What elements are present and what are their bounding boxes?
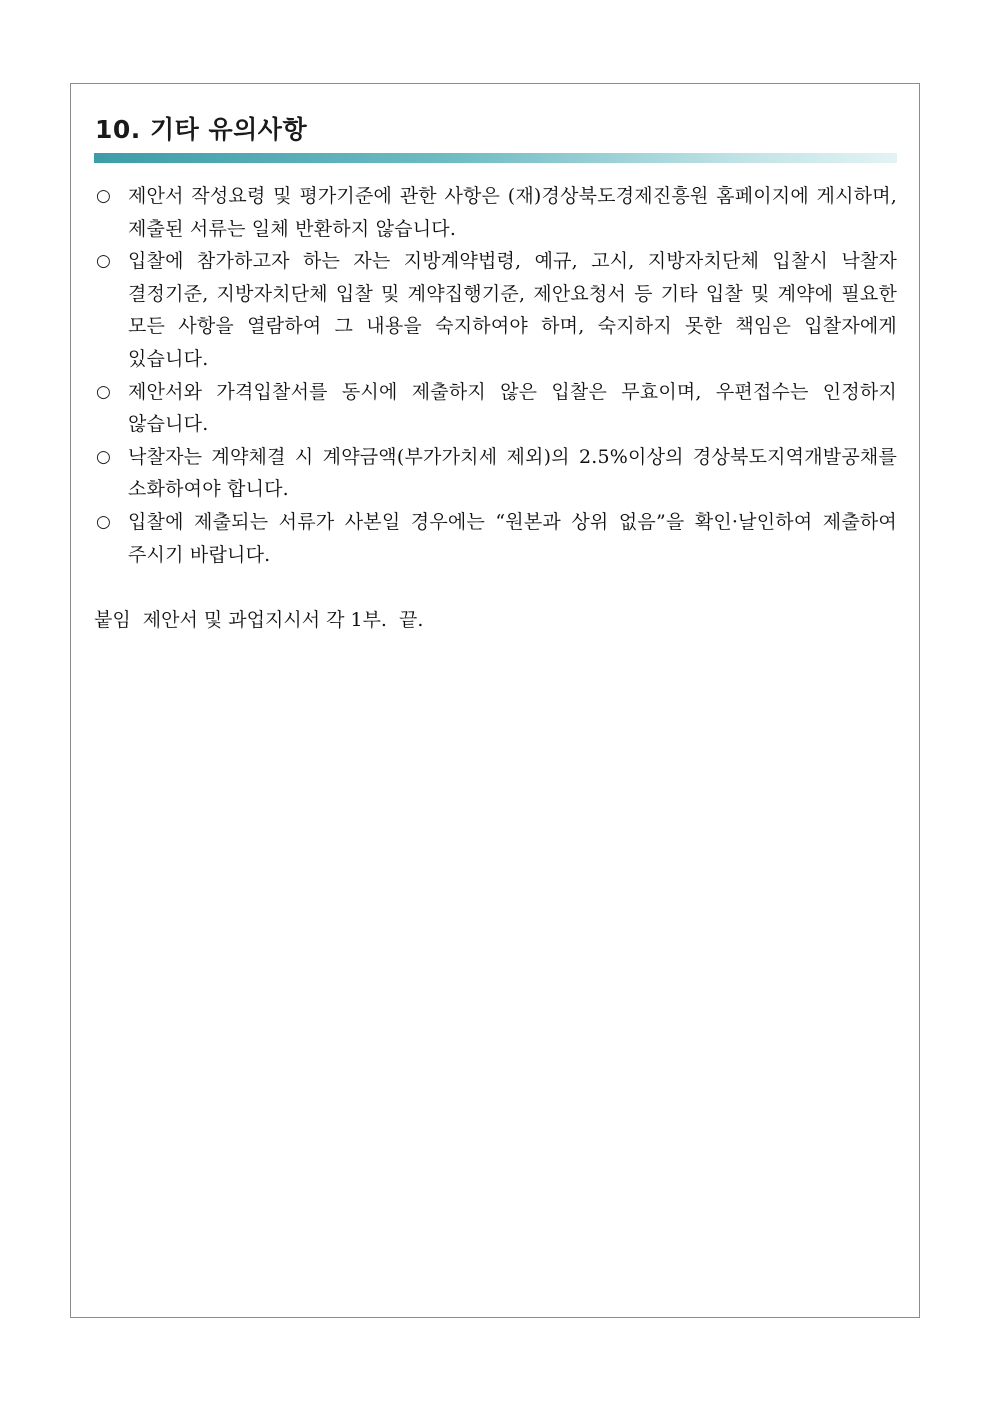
note-text: 제안서와 가격입찰서를 동시에 제출하지 않은 입찰은 무효이며, 우편접수는 인정하지 않습니다. xyxy=(128,380,897,436)
note-text: 낙찰자는 계약체결 시 계약금액(부가가치세 제외)의 2.5%이상의 경상북도지역개발공채를 소화하여야 합니다. xyxy=(128,445,897,501)
note-item xyxy=(94,376,897,441)
note-text: 입찰에 제출되는 서류가 사본일 경우에는 “원본과 상위 없음”을 확인·날인하여 제출하여 주시기 바랍니다. xyxy=(128,510,897,566)
title-underline-bar xyxy=(94,153,897,163)
section-title: 10. 기타 유의사항 xyxy=(95,115,308,144)
note-item xyxy=(94,180,897,245)
note-text: 제안서 작성요령 및 평가기준에 관한 사항은 (재)경상북도경제진흥원 홈페이지에 게시하며, 제출된 서류는 일체 반환하지 않습니다. xyxy=(128,185,897,240)
circle-bullet-icon: ○ xyxy=(96,511,112,532)
circle-bullet-icon: ○ xyxy=(96,186,112,206)
note-item xyxy=(94,506,897,571)
note-item xyxy=(94,245,897,375)
circle-bullet-icon: ○ xyxy=(96,446,112,467)
note-item xyxy=(94,441,897,506)
note-text: 입찰에 참가하고자 하는 자는 지방계약법령, 예규, 고시, 지방자치단체 입찰시 낙찰자 결정기준, 지방자치단체 입찰 및 계약집행기준, 제안요청서 등 기타 입찰 및 계약에 필요한 모든 사항을 열람하여 그 내용을 숙지하여야 하며, 숙지하지 못한 책임은 입찰자에게 있습니다. xyxy=(128,250,897,370)
circle-bullet-icon: ○ xyxy=(96,381,112,402)
attachment-line: 붙임 제안서 및 과업지시서 각 1부. 끝. xyxy=(94,609,424,631)
notes-list xyxy=(94,180,897,571)
circle-bullet-icon: ○ xyxy=(96,251,112,272)
